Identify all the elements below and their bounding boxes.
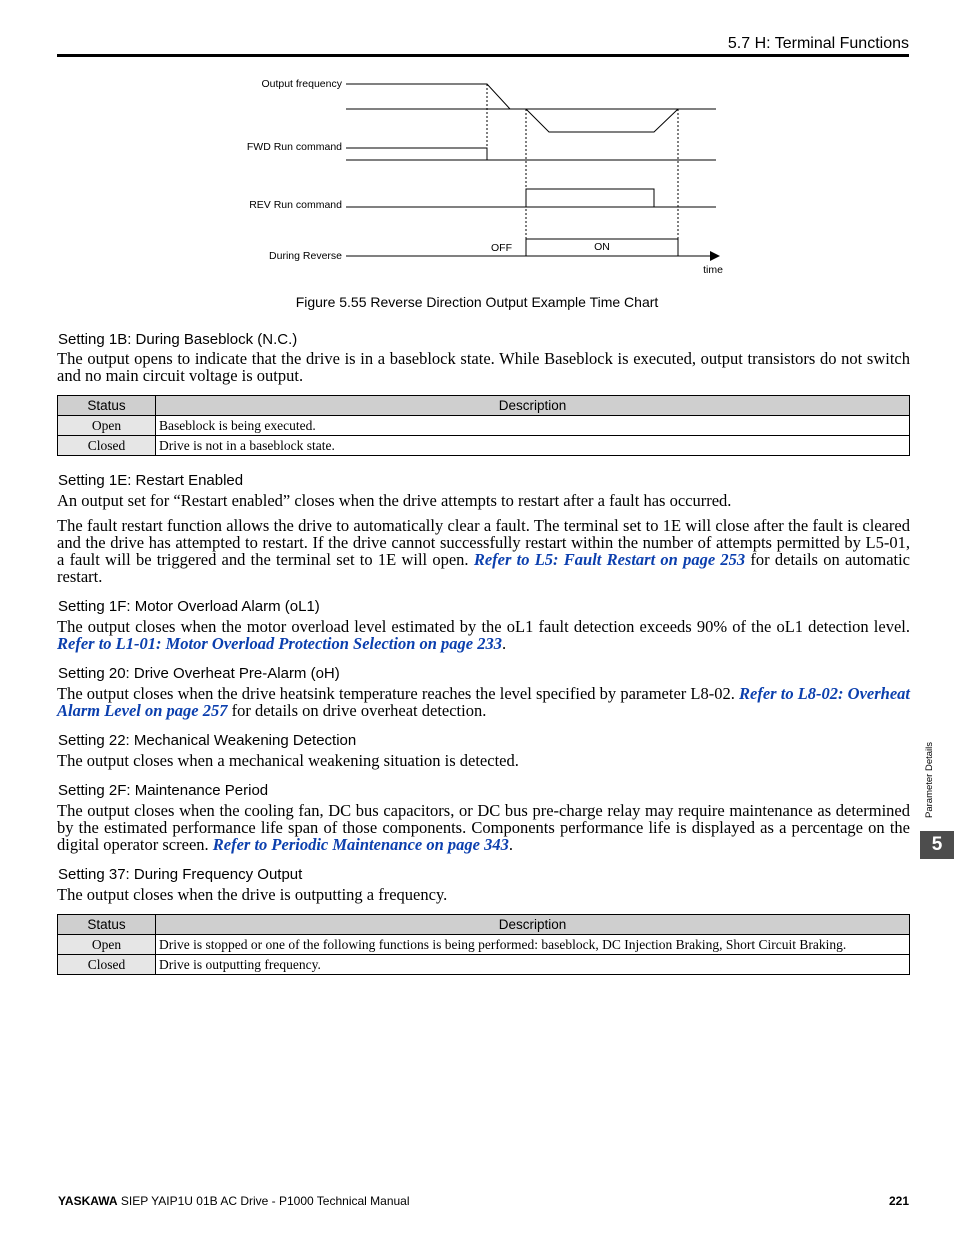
- table-cell-status: Closed: [58, 955, 156, 975]
- fwd-run-waveform: [346, 148, 487, 160]
- paragraph-setting-1b: The output opens to indicate that the drive is in a baseblock state. While Baseblock is executed, output transistors do not switch and no main circuit voltage is output.: [57, 349, 910, 385]
- table-cell-status: Open: [58, 416, 156, 436]
- table-header-status: Status: [58, 915, 156, 935]
- label-fwd-run: FWD Run command: [246, 141, 342, 153]
- side-tab-label: Parameter Details: [924, 741, 935, 818]
- label-off: OFF: [491, 242, 512, 254]
- label-on: ON: [594, 241, 610, 253]
- page-number: 221: [888, 1194, 909, 1208]
- figure-caption: Figure 5.55 Reverse Direction Output Example Time Chart: [295, 294, 659, 310]
- table-row: [58, 416, 910, 436]
- paragraph-setting-2f: [57, 802, 910, 853]
- table-header-status: Status: [58, 396, 156, 416]
- table-cell-description: Baseblock is being executed.: [156, 416, 910, 436]
- paragraph-setting-1e-intro: An output set for “Restart enabled” closes when the drive attempts to restart after a fault has occurred.: [57, 491, 732, 510]
- paragraph-setting-1e-detail: [57, 517, 910, 585]
- heading-setting-22: Setting 22: Mechanical Weakening Detection: [58, 732, 357, 749]
- table-row: [58, 935, 910, 955]
- header-rule: [57, 54, 909, 57]
- time-axis-arrowhead: [710, 251, 720, 261]
- footer-brand: YASKAWA: [58, 1194, 118, 1208]
- link-l5-fault-restart[interactable]: Refer to L5: Fault Restart on page 253: [473, 550, 746, 569]
- table-cell-description: Drive is stopped or one of the following functions is being performed: baseblock, DC Injection Braking, Short Circuit Braking.: [156, 935, 910, 955]
- link-l8-02-overheat-alarm[interactable]: Refer to L8-02: Overheat Alarm Level on page 257: [57, 684, 911, 720]
- paragraph-text: The fault restart function allows the drive to automatically clear a fault. The terminal set to 1E will close after the fault is cleared and the drive has attempted to restart. If the drive cannot successfully restart within the number of attempts permitted by L5-01, a fault will be triggered and the terminal set to 1E will open.: [57, 516, 910, 569]
- output-frequency-waveform: [346, 84, 678, 132]
- table-cell-description: Drive is outputting frequency.: [156, 955, 910, 975]
- table-row: [58, 955, 910, 975]
- paragraph-setting-1f: [57, 618, 910, 652]
- label-during-reverse: During Reverse: [269, 250, 342, 262]
- paragraph-text-end: .: [508, 835, 513, 854]
- heading-setting-20: Setting 20: Drive Overheat Pre-Alarm (oH): [58, 665, 340, 682]
- table-cell-status: Open: [58, 935, 156, 955]
- paragraph-text-end: for details on drive overheat detection.: [231, 701, 487, 720]
- table-cell-status: Closed: [58, 436, 156, 456]
- paragraph-text: The output closes when the cooling fan, DC bus capacitors, or DC bus pre-charge relay may require maintenance as determined by the estimated performance life span of those components. Components performance life is displayed as a percentage on the digital operator screen.: [57, 801, 910, 854]
- label-output-frequency: Output frequency: [261, 78, 342, 90]
- paragraph-text-end: for details on automatic restart.: [57, 550, 911, 586]
- footer-manual-title: [58, 1194, 410, 1208]
- time-chart: [0, 60, 954, 285]
- status-table-baseblock: [57, 395, 910, 456]
- paragraph-text-end: .: [502, 634, 507, 653]
- chapter-tab-number[interactable]: 5: [920, 831, 954, 859]
- paragraph-text: The output closes when the drive heatsink temperature reaches the level specified by parameter L8-02.: [57, 684, 735, 703]
- link-periodic-maintenance[interactable]: Refer to Periodic Maintenance on page 343: [212, 835, 509, 854]
- link-l1-01-motor-overload[interactable]: Refer to L1-01: Motor Overload Protection Selection on page 233: [57, 634, 502, 653]
- heading-setting-1f: Setting 1F: Motor Overload Alarm (oL1): [58, 598, 320, 615]
- heading-setting-37: Setting 37: During Frequency Output: [58, 866, 303, 883]
- paragraph-setting-20: [57, 685, 910, 719]
- paragraph-setting-22: The output closes when a mechanical weakening situation is detected.: [57, 751, 519, 770]
- table-header-description: Description: [156, 396, 910, 416]
- label-time: time: [703, 264, 723, 276]
- paragraph-setting-37: The output closes when the drive is outputting a frequency.: [57, 885, 448, 904]
- table-header-description: Description: [156, 915, 910, 935]
- heading-setting-1b: Setting 1B: During Baseblock (N.C.): [58, 331, 298, 348]
- paragraph-text: The output closes when the motor overload level estimated by the oL1 fault detection exceeds 90% of the oL1 detection level.: [57, 617, 910, 636]
- label-rev-run: REV Run command: [249, 199, 342, 211]
- footer-manual: SIEP YAIP1U 01B AC Drive - P1000 Technical Manual: [120, 1194, 410, 1208]
- status-table-frequency-output: [57, 914, 910, 975]
- section-header-title: 5.7 H: Terminal Functions: [727, 35, 909, 52]
- heading-setting-1e: Setting 1E: Restart Enabled: [58, 472, 244, 489]
- rev-run-waveform: [526, 189, 654, 207]
- table-cell-description: Drive is not in a baseblock state.: [156, 436, 910, 456]
- heading-setting-2f: Setting 2F: Maintenance Period: [58, 782, 269, 799]
- table-row: [58, 436, 910, 456]
